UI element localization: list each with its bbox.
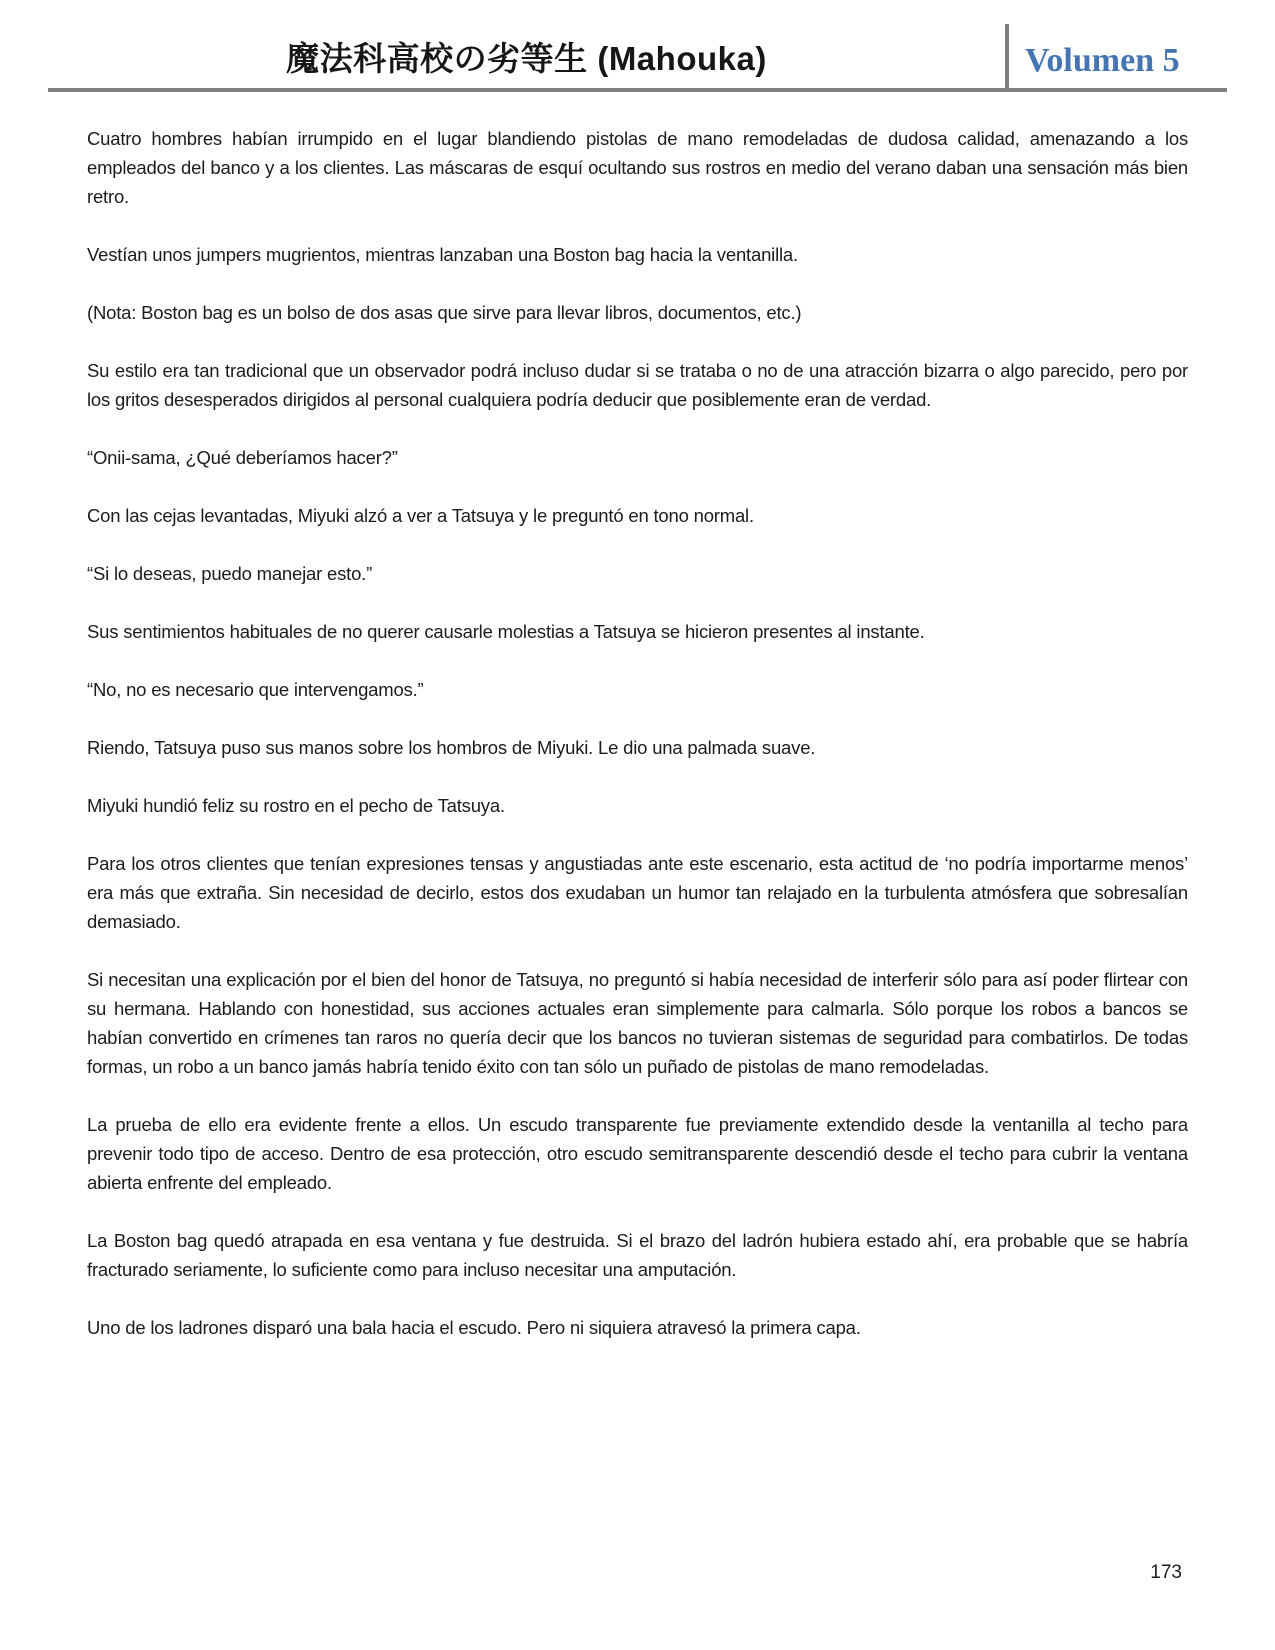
header-title-cell bbox=[48, 24, 1005, 88]
document-title: 魔法科高校の劣等生 (Mahouka) bbox=[286, 40, 767, 77]
paragraph: Vestían unos jumpers mugrientos, mientras lanzaban una Boston bag hacia la ventanilla. bbox=[87, 244, 798, 265]
paragraph: Con las cejas levantadas, Miyuki alzó a ver a Tatsuya y le preguntó en tono normal. bbox=[87, 505, 754, 526]
paragraph: “Si lo deseas, puedo manejar esto.” bbox=[87, 563, 373, 584]
paragraph: “Onii-sama, ¿Qué deberíamos hacer?” bbox=[87, 447, 398, 468]
header-volume-cell bbox=[1009, 24, 1227, 88]
paragraph: Uno de los ladrones disparó una bala hacia el escudo. Pero ni siquiera atravesó la primera capa. bbox=[87, 1317, 861, 1338]
paragraph: Para los otros clientes que tenían expresiones tensas y angustiadas ante este escenario, esta actitud de ‘no podría importarme menos’ era más que extraña. Sin necesidad de decirlo, estos dos exudaban un humor tan relajado en la turbulenta atmósfera que sobresalían demasiado. bbox=[87, 853, 1188, 932]
header-row bbox=[48, 24, 1227, 88]
header-horizontal-rule bbox=[48, 88, 1227, 92]
paragraph: Sus sentimientos habituales de no querer causarle molestias a Tatsuya se hicieron presentes al instante. bbox=[87, 621, 925, 642]
paragraph: Miyuki hundió feliz su rostro en el pecho de Tatsuya. bbox=[87, 795, 505, 816]
body-text bbox=[87, 124, 1188, 1342]
paragraph: La Boston bag quedó atrapada en esa ventana y fue destruida. Si el brazo del ladrón hubiera estado ahí, era probable que se habría fracturado seriamente, lo suficiente como para incluso necesitar una amputación. bbox=[87, 1230, 1188, 1280]
paragraph: La prueba de ello era evidente frente a ellos. Un escudo transparente fue previamente extendido desde la ventanilla al techo para prevenir todo tipo de acceso. Dentro de esa protección, otro escudo semitransparente descendió desde el techo para cubrir la ventana abierta enfrente del empleado. bbox=[87, 1114, 1188, 1193]
page-header bbox=[0, 0, 1275, 92]
paragraph: Si necesitan una explicación por el bien del honor de Tatsuya, no preguntó si había necesidad de interferir sólo para así poder flirtear con su hermana. Hablando con honestidad, sus acciones actuales eran simplemente para calmarla. Sólo porque los robos a bancos se habían convertido en crímenes tan raros no quería decir que los bancos no tuvieran sistemas de seguridad para combatirlos. De todas formas, un robo a un banco jamás habría tenido éxito con tan sólo un puñado de pistolas de mano remodeladas. bbox=[87, 969, 1188, 1077]
paragraph: Su estilo era tan tradicional que un observador podrá incluso dudar si se trataba o no de una atracción bizarra o algo parecido, pero por los gritos desesperados dirigidos al personal cualquiera podría deducir que posiblemente eran de verdad. bbox=[87, 360, 1188, 410]
paragraph: “No, no es necesario que intervengamos.” bbox=[87, 679, 424, 700]
paragraph: Riendo, Tatsuya puso sus manos sobre los hombros de Miyuki. Le dio una palmada suave. bbox=[87, 737, 816, 758]
paragraph: (Nota: Boston bag es un bolso de dos asas que sirve para llevar libros, documentos, etc.) bbox=[87, 302, 802, 323]
page-number: 173 bbox=[1150, 1562, 1182, 1583]
paragraph: Cuatro hombres habían irrumpido en el lugar blandiendo pistolas de mano remodeladas de dudosa calidad, amenazando a los empleados del banco y a los clientes. Las máscaras de esquí ocultando sus rostros en medio del verano daban una sensación más bien retro. bbox=[87, 128, 1188, 207]
volume-label: Volumen 5 bbox=[1025, 42, 1180, 79]
